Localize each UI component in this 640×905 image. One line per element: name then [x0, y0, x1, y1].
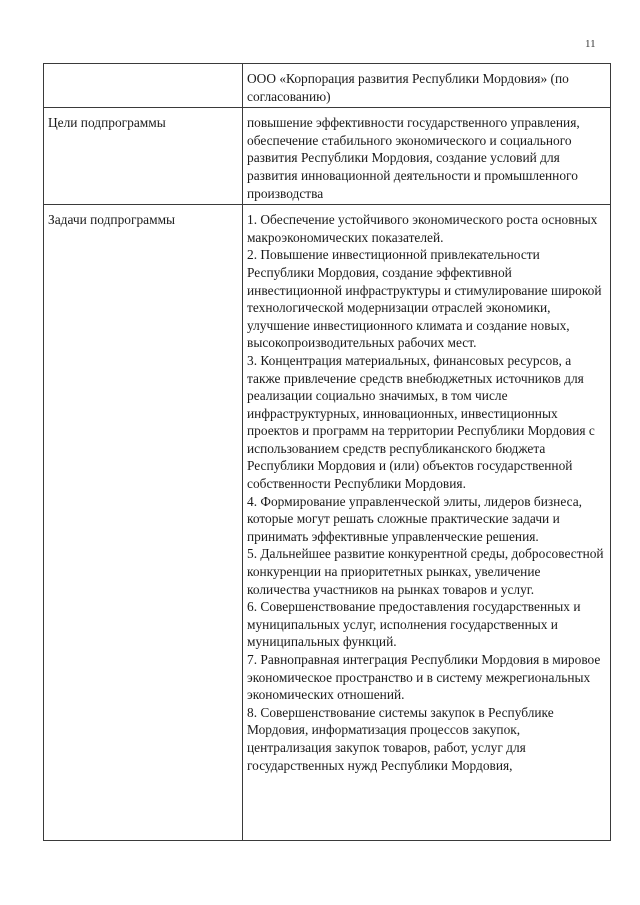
table-row-organization — [44, 64, 611, 108]
page-number: 11 — [585, 38, 596, 50]
task-item: 2. Повышение инвестиционной привлекательности Республики Мордовия, создание эффективной инвестиционной инфраструктуры и стимулирование широкой технологической модернизации отраслей экономики, улучшение инвестиционного климата и создание новых, высокопроизводительных рабочих мест. — [247, 247, 602, 351]
table-row-tasks — [44, 205, 611, 841]
row-label-empty — [44, 64, 243, 108]
task-item: 6. Совершенствование предоставления государственных и муниципальных услуг, исполнения государственных и муниципальных функций. — [247, 599, 581, 650]
goals-label: Цели подпрограммы — [44, 108, 243, 205]
table-row-goals — [44, 108, 611, 205]
task-item: 1. Обеспечение устойчивого экономического роста основных макроэкономических показателей. — [247, 212, 598, 245]
tasks-label: Задачи подпрограммы — [44, 205, 243, 841]
tasks-list — [243, 205, 611, 841]
task-item: 8. Совершенствование системы закупок в Республике Мордовия, информатизация процессов закупок, централизация закупок товаров, работ, услуг для государственных нужд Республики Мордовия, — [247, 704, 554, 773]
subprogram-passport-table — [43, 63, 611, 841]
organization-value: ООО «Корпорация развития Республики Мордовия» (по согласованию) — [243, 64, 611, 108]
goals-value: повышение эффективности государственного управления, обеспечение стабильного экономического и социального развития Республики Мордовия, создание условий для развития инновационной деятельности и промышленного производства — [243, 108, 611, 205]
task-item: 4. Формирование управленческой элиты, лидеров бизнеса, которые могут решать сложные практические задачи и принимать эффективные управленческие решения. — [247, 493, 583, 544]
task-item: 7. Равноправная интеграция Республики Мордовия в мировое экономическое пространство и в систему межрегиональных экономических отношений. — [247, 652, 601, 703]
task-item: 3. Концентрация материальных, финансовых ресурсов, а также привлечение средств внебюджетных источников для реализации социально значимых, в том числе инфраструктурных, инновационных, инвестиционных проектов и программ на территории Республики Мордовия с использованием средств республиканского бюджета Республики Мордовия и (или) объектов государственной собственности Республики Мордовия. — [247, 352, 595, 492]
task-item: 5. Дальнейшее развитие конкурентной среды, добросовестной конкуренции на приоритетных рынках, увеличение количества участников на рынках товаров и услуг. — [247, 546, 604, 597]
